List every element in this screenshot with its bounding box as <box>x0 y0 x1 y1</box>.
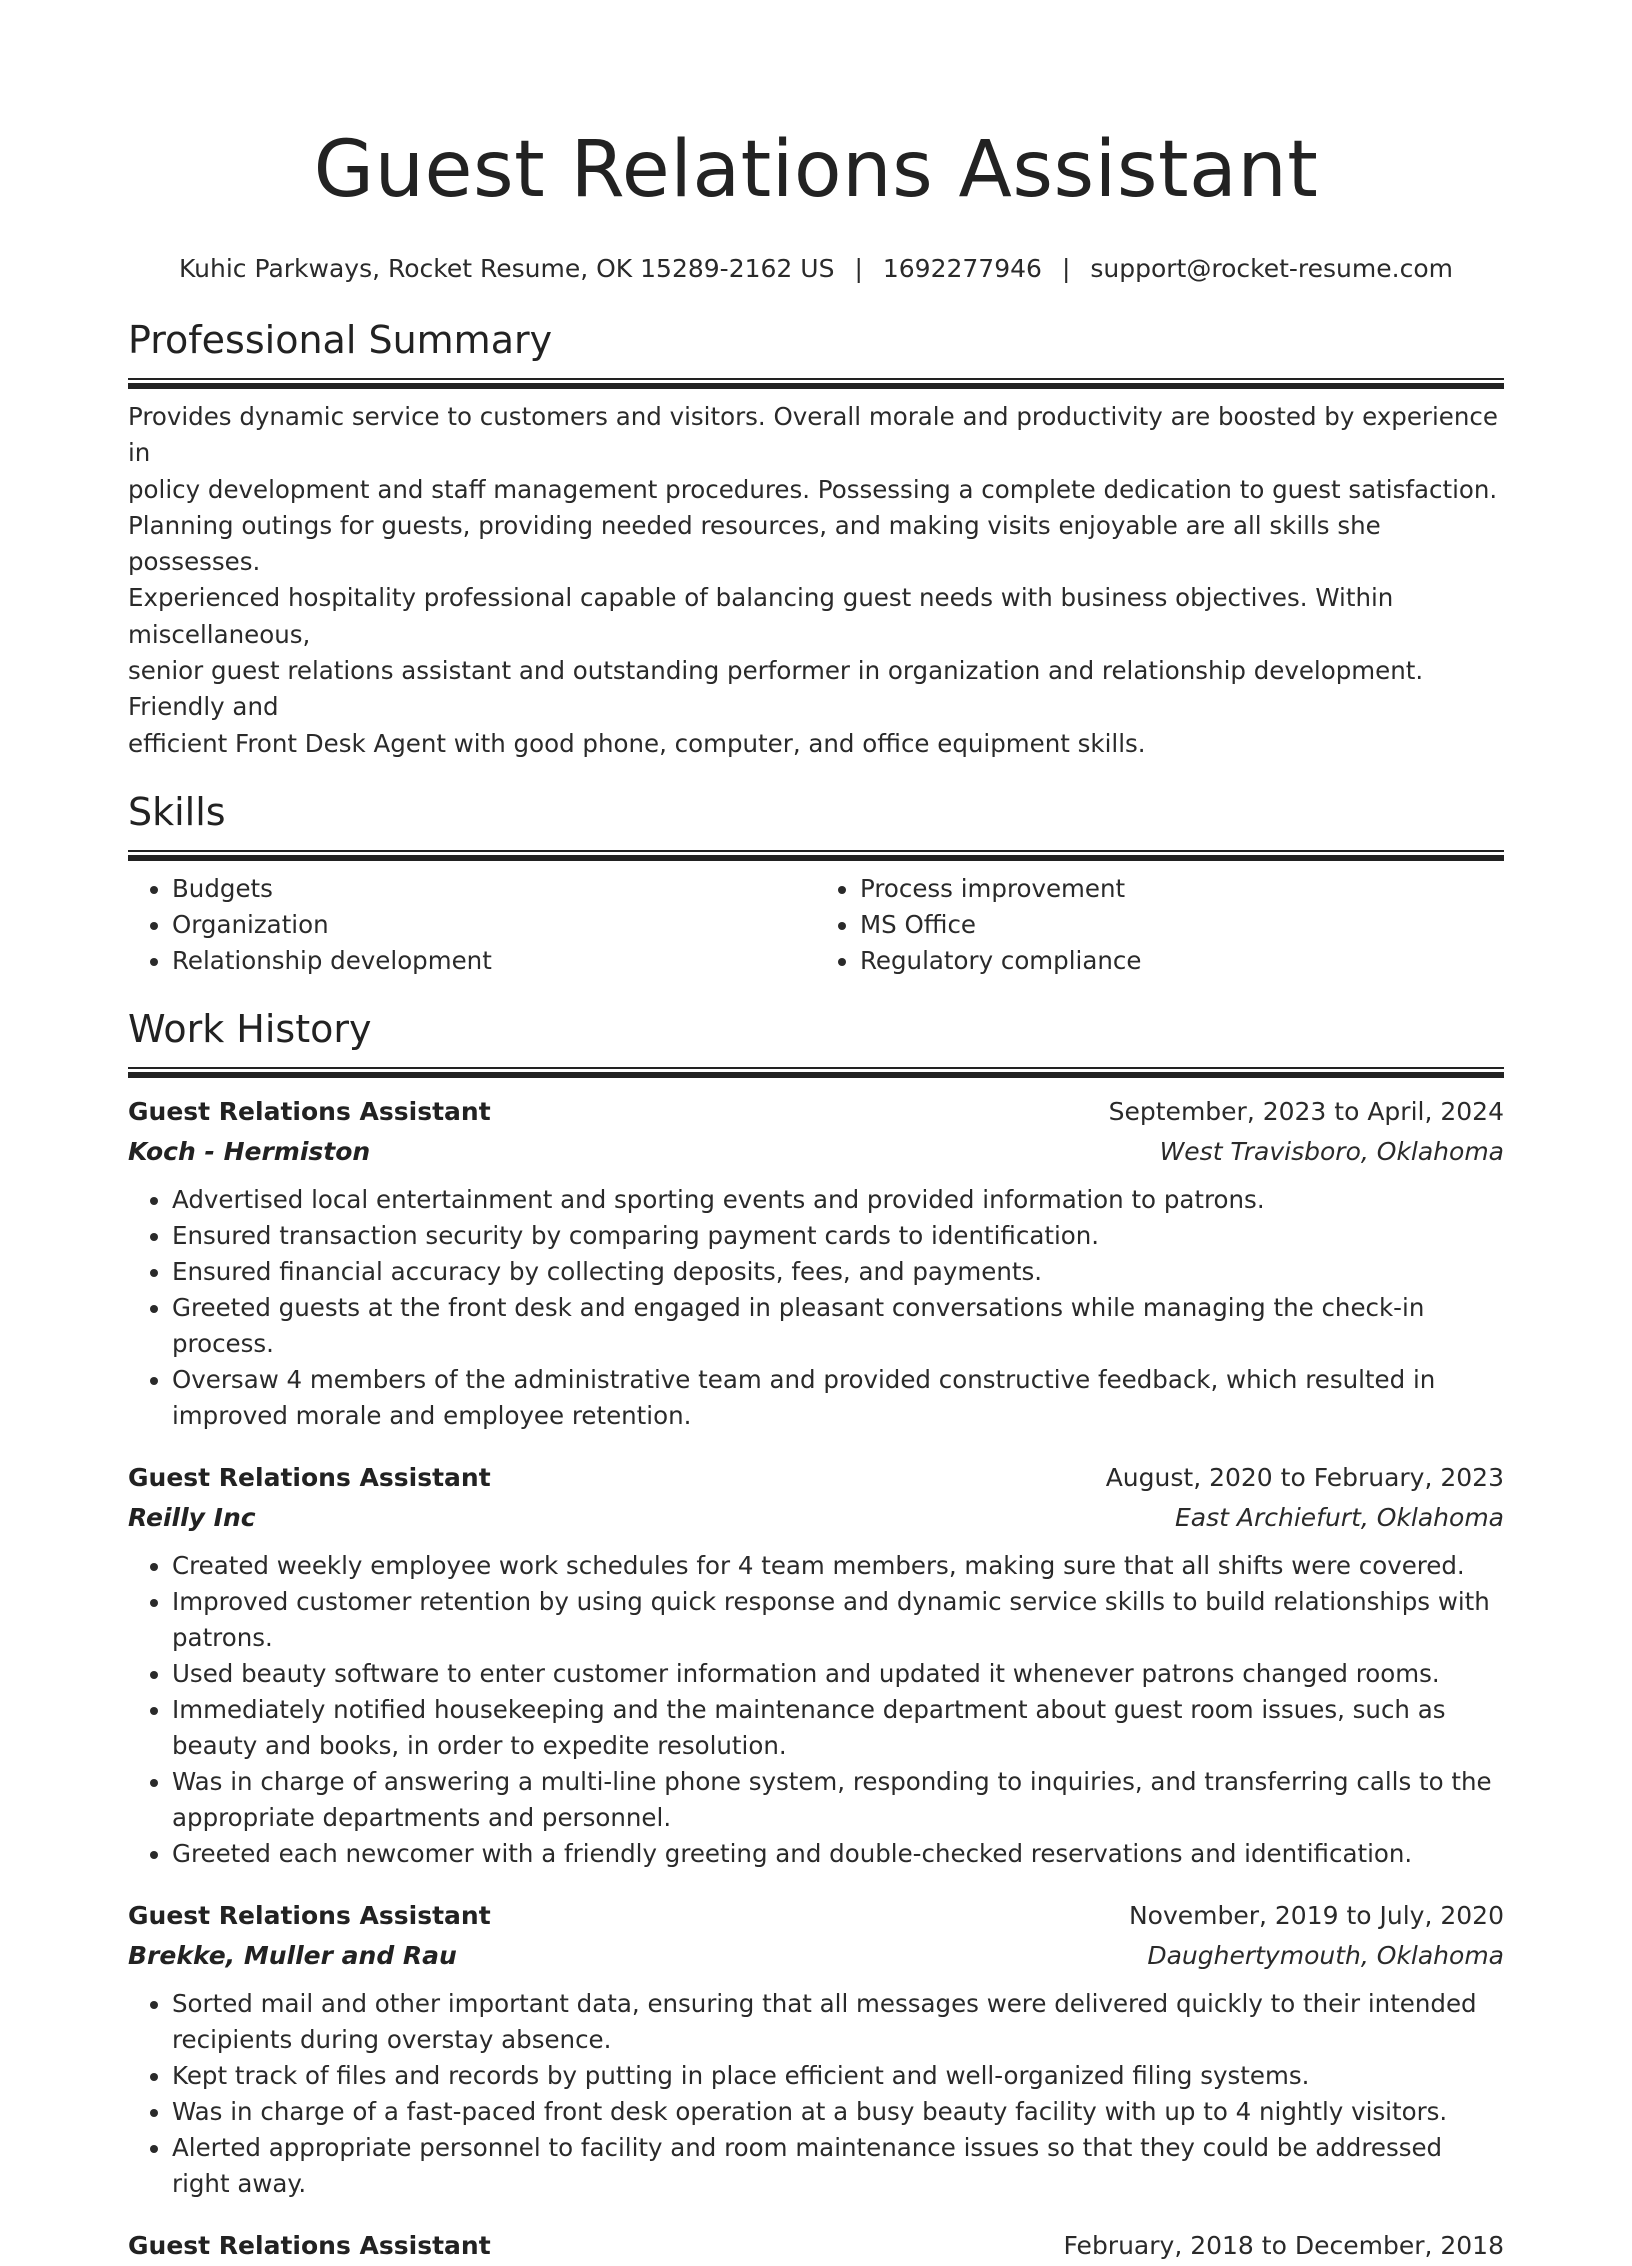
skill-item: • Relationship development <box>172 943 816 979</box>
job-dates: November, 2019 to July, 2020 <box>1128 1900 1504 1930</box>
duty-item: • Sorted mail and other important data, ensuring that all messages were delivered quickly to their intended recipients during overstay absence. <box>172 1986 1504 2058</box>
section-divider <box>128 378 1504 389</box>
duty-item: • Kept track of files and records by putting in place efficient and well-organized filing systems. <box>172 2058 1504 2094</box>
job-header <box>128 1092 1504 1132</box>
section-heading-summary: Professional Summary <box>128 318 553 362</box>
job-duties <box>128 1986 1504 2202</box>
summary-line: efficient Front Desk Agent with good phone, computer, and office equipment skills. <box>128 728 1146 758</box>
duty-item: • Alerted appropriate personnel to facility and room maintenance issues so that they could be addressed right away. <box>172 2130 1504 2202</box>
job-title: Guest Relations Assistant <box>128 1096 491 1126</box>
job-location: East Archiefurt, Oklahoma <box>1174 1502 1504 1532</box>
skill-item: • MS Office <box>860 907 1504 943</box>
summary-line: senior guest relations assistant and outstanding performer in organization and relationship development. Friendly and <box>128 656 1424 722</box>
duty-item: • Greeted each newcomer with a friendly greeting and double-checked reservations and identification. <box>172 1836 1504 1872</box>
job-title: Guest Relations Assistant <box>128 1462 491 1492</box>
job-dates: August, 2020 to February, 2023 <box>1105 1462 1504 1492</box>
job-company: Brekke, Muller and Rau <box>128 1940 457 1970</box>
contact-email: support@rocket-resume.com <box>1090 254 1453 283</box>
job-dates: September, 2023 to April, 2024 <box>1108 1096 1504 1126</box>
summary-line: Planning outings for guests, providing needed resources, and making visits enjoyable are all skills she possesses. <box>128 510 1381 577</box>
duty-item: • Advertised local entertainment and sporting events and provided information to patrons. <box>172 1182 1504 1218</box>
duty-item: • Improved customer retention by using quick response and dynamic service skills to build relationships with patrons. <box>172 1584 1504 1656</box>
duty-item: • Was in charge of a fast-paced front desk operation at a busy beauty facility with up to 4 nightly visitors. <box>172 2094 1504 2130</box>
section-divider <box>128 1067 1504 1078</box>
skills-section <box>128 788 1504 979</box>
summary-section <box>128 316 1504 762</box>
job-title: Guest Relations Assistant <box>128 2230 491 2260</box>
duty-item: • Ensured transaction security by comparing payment cards to identification. <box>172 1218 1504 1254</box>
skill-item: • Budgets <box>172 871 816 907</box>
skills-list <box>128 871 1504 979</box>
resume-title: Guest Relations Assistant <box>313 125 1319 215</box>
contact-phone: 1692277946 <box>882 254 1042 283</box>
job-duties <box>128 1182 1504 1434</box>
duty-item: • Created weekly employee work schedules for 4 team members, making sure that all shifts were covered. <box>172 1548 1504 1584</box>
skill-item: • Organization <box>172 907 816 943</box>
job-duties <box>128 1548 1504 1872</box>
summary-line: Experienced hospitality professional capable of balancing guest needs with business objectives. Within miscellaneous, <box>128 583 1394 649</box>
skills-column-right <box>816 871 1504 979</box>
duty-item: • Oversaw 4 members of the administrative team and provided constructive feedback, which resulted in improved morale and employee retention. <box>172 1362 1504 1434</box>
skill-item: • Regulatory compliance <box>860 943 1504 979</box>
contact-address: Kuhic Parkways, Rocket Resume, OK 15289-2162 US <box>179 254 835 283</box>
job-location: Daughertymouth, Oklahoma <box>1147 1940 1504 1970</box>
job-header <box>128 1896 1504 1936</box>
duty-item: • Was in charge of answering a multi-line phone system, responding to inquiries, and transferring calls to the appropriate departments and personnel. <box>172 1764 1504 1836</box>
duty-item: • Ensured financial accuracy by collecting deposits, fees, and payments. <box>172 1254 1504 1290</box>
job-entry <box>128 1092 1504 1434</box>
duty-item: • Used beauty software to enter customer information and updated it whenever patrons changed rooms. <box>172 1656 1504 1692</box>
job-entry <box>128 1896 1504 2202</box>
work-history-section <box>128 1005 1504 2266</box>
contact-separator: | <box>1061 254 1071 283</box>
job-header <box>128 2226 1504 2266</box>
summary-line: Provides dynamic service to customers and visitors. Overall morale and productivity are boosted by experience in <box>128 402 1498 468</box>
contact-separator: | <box>854 254 863 283</box>
job-subheader <box>128 1498 1504 1538</box>
job-company: Koch - Hermiston <box>128 1136 371 1166</box>
duty-item: • Greeted guests at the front desk and engaged in pleasant conversations while managing the check-in process. <box>172 1290 1504 1362</box>
job-entry <box>128 1458 1504 1872</box>
job-dates: February, 2018 to December, 2018 <box>1063 2230 1504 2260</box>
duty-item: • Immediately notified housekeeping and the maintenance department about guest room issues, such as beauty and books, in order to expedite resolution. <box>172 1692 1504 1764</box>
section-heading-skills: Skills <box>128 789 226 834</box>
job-company: Reilly Inc <box>128 1502 256 1532</box>
section-heading-work-history: Work History <box>128 1006 372 1051</box>
job-subheader <box>128 1132 1504 1172</box>
job-subheader <box>128 1936 1504 1976</box>
summary-line: policy development and staff management procedures. Possessing a complete dedication to guest satisfaction. <box>128 474 1498 504</box>
section-divider <box>128 850 1504 861</box>
skill-item: • Process improvement <box>860 871 1504 907</box>
job-header <box>128 1458 1504 1498</box>
summary-text <box>128 399 1504 762</box>
job-location: West Travisboro, Oklahoma <box>1159 1136 1504 1166</box>
skills-column-left <box>128 871 816 979</box>
contact-line <box>128 252 1504 286</box>
job-entry <box>128 2226 1504 2266</box>
job-title: Guest Relations Assistant <box>128 1900 491 1930</box>
